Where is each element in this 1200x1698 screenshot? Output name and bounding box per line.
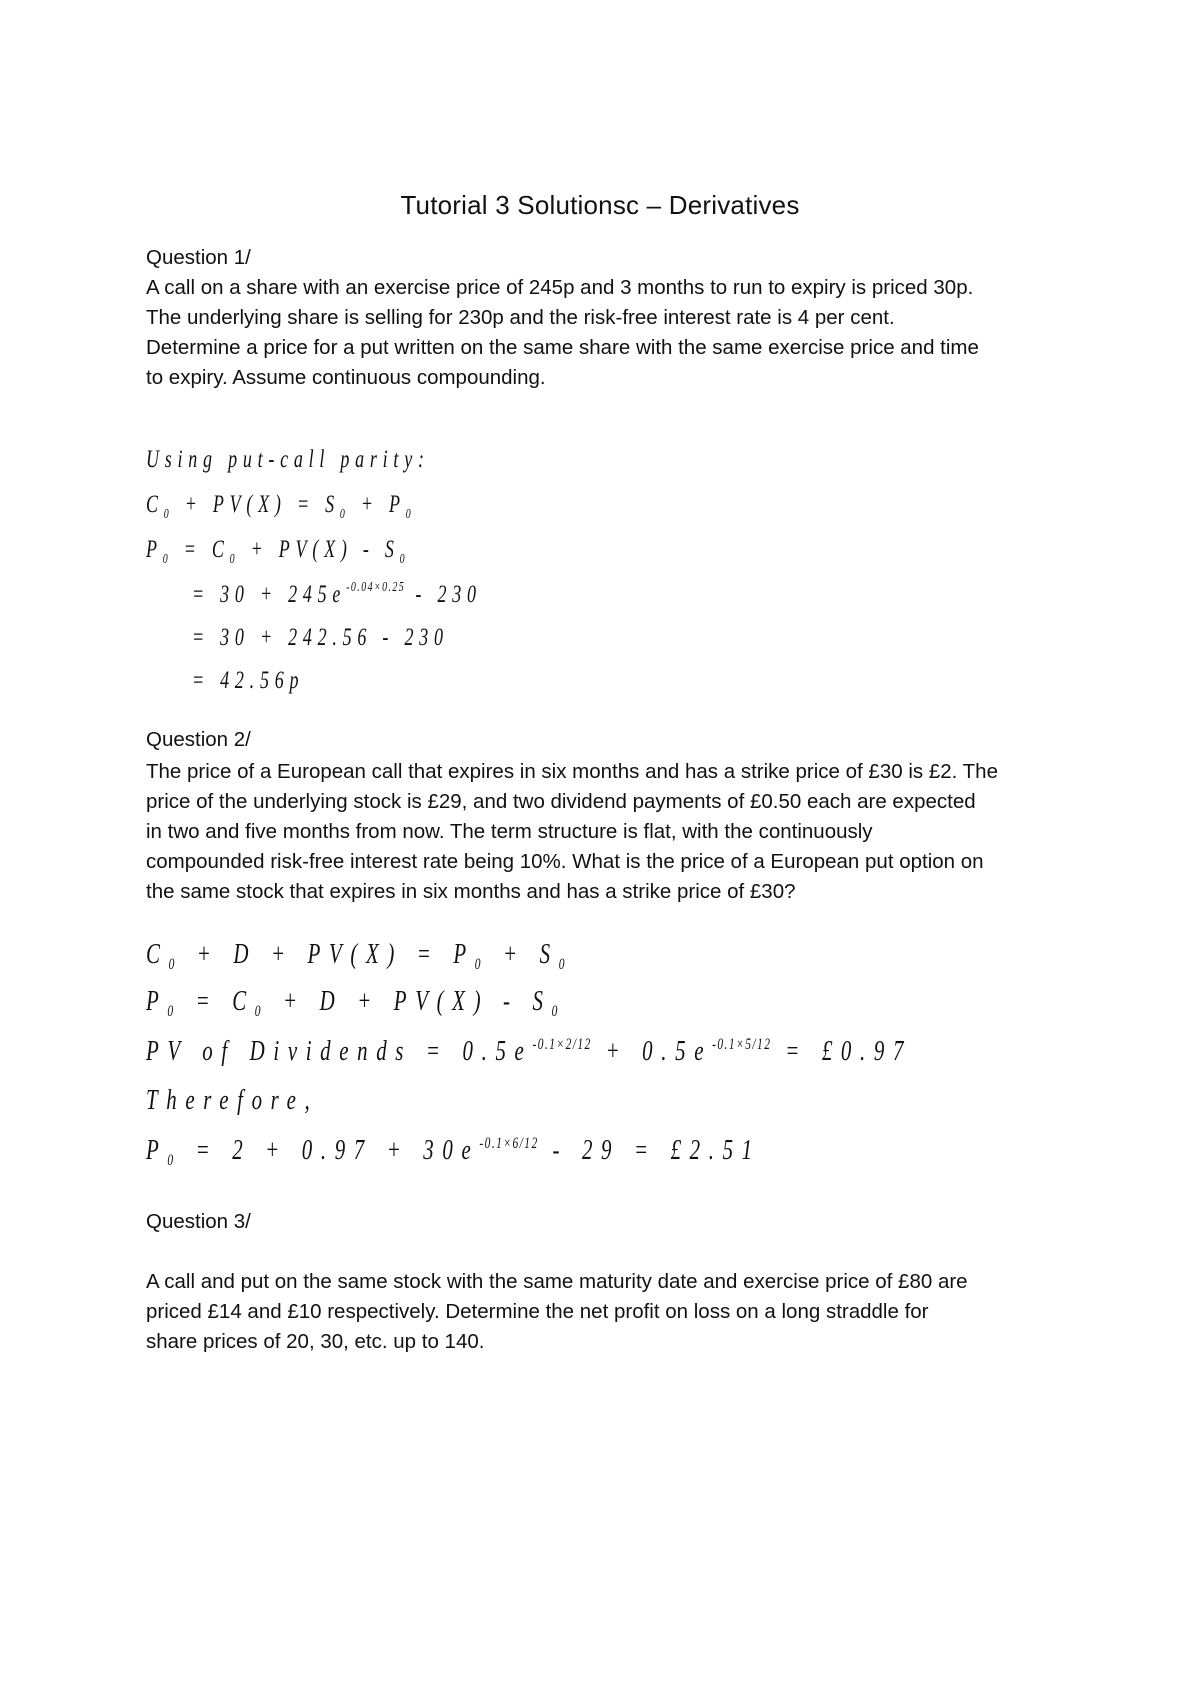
page-title: Tutorial 3 Solutionsc – Derivatives	[400, 190, 800, 220]
question-1-line: Determine a price for a put written on the same share with the same exercise price and time	[146, 336, 979, 359]
question-2-text	[146, 757, 1076, 907]
q2-dividend-equation: PV of Dividends = $0.5e^{-0.1\times 2/12} + 0.5e^{-0.1\times 5/12}$ = £0.97	[146, 1035, 913, 1067]
question-3-line: share prices of 20, 30, etc. up to 140.	[146, 1330, 485, 1353]
q1-calc-step-2: = 30 + 242.56 - 230	[192, 624, 449, 651]
q1-put-equation: $P_0 = C_0 + PV(X) - S_0$	[146, 536, 411, 566]
q1-answer: = 42.56p	[192, 667, 305, 694]
question-1-line: A call on a share with an exercise price of 245p and 3 months to run to expiry is priced 30p.	[146, 276, 974, 299]
question-1-line: The underlying share is selling for 230p and the risk-free interest rate is 4 per cent.	[146, 306, 895, 329]
question-2-line: The price of a European call that expires in six months and has a strike price of £30 is £2. The	[146, 760, 998, 783]
q2-put-equation: $P_0 = C_0 + D + PV(X) - S_0$	[146, 985, 566, 1020]
question-2-line: in two and five months from now. The term structure is flat, with the continuously	[146, 820, 873, 843]
q2-therefore: Therefore,	[146, 1084, 319, 1116]
question-3-line: priced £14 and £10 respectively. Determine the net profit on loss on a long straddle for	[146, 1300, 929, 1323]
question-2-line: compounded risk-free interest rate being 10%. What is the price of a European put option on	[146, 850, 984, 873]
question-3-heading: Question 3/	[146, 1210, 251, 1233]
q2-parity-equation: $C_0 + D + PV(X) = P_0 + S_0$	[146, 938, 574, 973]
question-2-line: the same stock that expires in six months and has a strike price of £30?	[146, 880, 796, 903]
q2-answer: $P_0 = 2 + 0.97 + 30e^{-0.1\times 6/12} - 29$ = £2.51	[146, 1134, 761, 1169]
q1-calc-step-1: = $30 + 245e^{-0.04\times 0.25} - 230$	[192, 579, 482, 608]
question-1-line: to expiry. Assume continuous compounding.	[146, 366, 546, 389]
question-1-text	[146, 273, 1076, 393]
question-2-heading: Question 2/	[146, 728, 251, 751]
question-3-text	[146, 1267, 1076, 1357]
question-3-line: A call and put on the same stock with the same maturity date and exercise price of £80 are	[146, 1270, 968, 1293]
question-1-heading: Question 1/	[146, 246, 251, 269]
q1-solution-intro: Using put-call parity:	[146, 446, 430, 473]
q1-parity-equation: $C_0 + PV(X) = S_0 + P_0$	[146, 491, 417, 521]
question-2-line: price of the underlying stock is £29, and two dividend payments of £0.50 each are expected	[146, 790, 976, 813]
